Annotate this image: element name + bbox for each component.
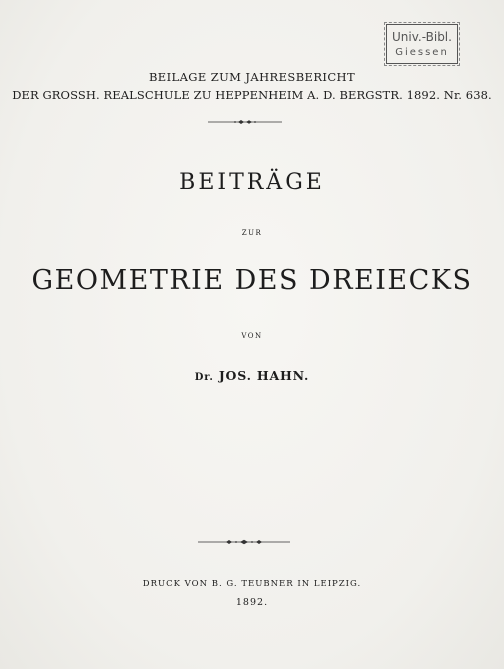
printer-imprint: DRUCK VON B. G. TEUBNER IN LEIPZIG. [142, 579, 362, 589]
author-name [0, 368, 504, 383]
title-line-1: BEITRÄGE [179, 170, 325, 195]
divider-ornament-bottom [198, 539, 290, 545]
library-stamp [386, 24, 458, 64]
header-line-2: DER GROSSH. REALSCHULE ZU HEPPENHEIM A. D. BERGSTR. 1892. Nr. 638. [12, 88, 492, 102]
stamp-city: Giessen [395, 47, 449, 58]
stamp-library-name: Univ.-Bibl. [392, 30, 452, 44]
publication-year: 1892. [235, 597, 269, 608]
author-full-name: JOS. HAHN. [218, 368, 310, 383]
header-line-1: BEILAGE ZUM JAHRESBERICHT [148, 70, 356, 84]
divider-ornament-top [208, 119, 282, 125]
author-title: Dr. [194, 372, 214, 383]
title-connector: ZUR [241, 229, 263, 237]
title-line-2: GEOMETRIE DES DREIECKS [31, 265, 473, 296]
author-preposition: VON [241, 332, 263, 340]
